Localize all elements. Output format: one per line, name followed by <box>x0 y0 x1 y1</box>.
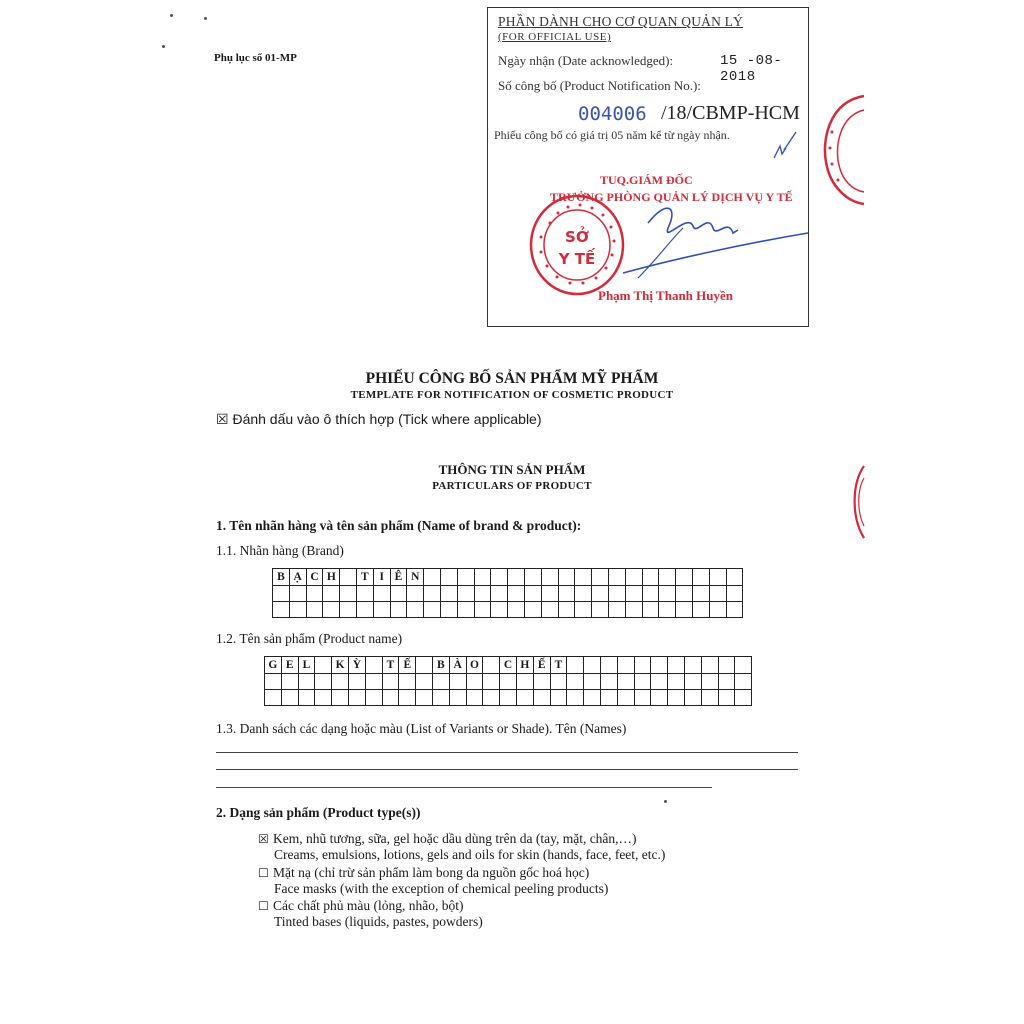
grid-cell[interactable]: E <box>281 657 298 674</box>
grid-cell[interactable] <box>567 674 584 690</box>
grid-cell[interactable] <box>424 569 441 586</box>
product-type-option[interactable] <box>257 898 483 930</box>
grid-cell[interactable] <box>625 586 642 602</box>
svg-text:Y TẾ: Y TẾ <box>558 250 596 268</box>
grid-cell[interactable] <box>457 569 474 586</box>
grid-cell[interactable] <box>558 569 575 586</box>
document-title-vi: PHIẾU CÔNG BỐ SẢN PHẨM MỸ PHẨM <box>365 370 659 387</box>
grid-cell[interactable] <box>340 586 357 602</box>
grid-cell[interactable] <box>659 569 676 586</box>
grid-cell[interactable] <box>735 674 752 690</box>
grid-cell[interactable] <box>676 569 693 586</box>
brand-grid <box>272 568 743 618</box>
grid-cell[interactable] <box>332 690 349 706</box>
grid-cell[interactable] <box>315 674 332 690</box>
grid-cell[interactable] <box>281 690 298 706</box>
product-name-label: 1.2. Tên sản phẩm (Product name) <box>216 631 403 646</box>
grid-cell[interactable] <box>651 690 668 706</box>
grid-cell[interactable] <box>668 690 685 706</box>
official-title-vi: PHẦN DÀNH CHO CƠ QUAN QUẢN LÝ <box>498 14 744 29</box>
grid-cell[interactable] <box>483 690 500 706</box>
grid-cell[interactable] <box>449 674 466 690</box>
question-1-heading: 1. Tên nhãn hàng và tên sản phẩm (Name of brand & product): <box>216 518 582 533</box>
grid-cell[interactable] <box>416 674 433 690</box>
option-text-en: Face masks (with the exception of chemical peeling products) <box>274 881 609 896</box>
grid-cell[interactable] <box>584 674 601 690</box>
option-text-vi: Mặt nạ (chỉ trừ sản phẩm làm bong da nguồn gốc hoá học) <box>273 865 590 880</box>
grid-cell[interactable] <box>701 690 718 706</box>
notification-no-label: Số công bố (Product Notification No.): <box>498 78 701 93</box>
grid-cell[interactable] <box>625 569 642 586</box>
grid-cell[interactable] <box>289 586 306 602</box>
grid-cell[interactable] <box>440 586 457 602</box>
grid-cell[interactable] <box>735 657 752 674</box>
grid-cell[interactable]: G <box>265 657 282 674</box>
grid-cell[interactable] <box>642 569 659 586</box>
grid-cell[interactable] <box>634 690 651 706</box>
product-type-option[interactable] <box>257 865 608 897</box>
grid-cell[interactable] <box>600 674 617 690</box>
document-title-en: TEMPLATE FOR NOTIFICATION OF COSMETIC PRODUCT <box>350 389 674 401</box>
grid-cell[interactable] <box>516 674 533 690</box>
checkbox-empty-icon[interactable]: ☐ <box>258 899 269 913</box>
grid-cell[interactable]: T <box>382 657 399 674</box>
grid-cell[interactable] <box>668 674 685 690</box>
variants-line <box>216 769 798 770</box>
checkbox-checked-icon[interactable]: ☒ <box>258 832 269 846</box>
grid-cell[interactable] <box>735 690 752 706</box>
grid-cell[interactable] <box>592 586 609 602</box>
grid-cell[interactable] <box>533 674 550 690</box>
grid-cell[interactable] <box>651 674 668 690</box>
option-text-en: Creams, emulsions, lotions, gels and oils for skin (hands, face, feet, etc.) <box>274 847 666 862</box>
grid-cell[interactable] <box>500 690 517 706</box>
grid-cell[interactable] <box>449 690 466 706</box>
tick-note <box>216 411 542 428</box>
grid-cell[interactable] <box>483 674 500 690</box>
grid-cell[interactable] <box>457 602 474 618</box>
grid-cell[interactable] <box>676 586 693 602</box>
grid-cell[interactable] <box>684 674 701 690</box>
grid-cell[interactable] <box>407 602 424 618</box>
grid-cell[interactable] <box>541 586 558 602</box>
checkbox-empty-icon[interactable]: ☐ <box>258 866 269 880</box>
grid-cell[interactable] <box>651 657 668 674</box>
grid-cell[interactable] <box>416 690 433 706</box>
product-name-grid <box>264 656 752 706</box>
validity-note: Phiếu công bố có giá trị 05 năm kể từ ngày nhận. <box>494 128 730 142</box>
grid-cell[interactable]: Ỳ <box>348 657 365 674</box>
grid-cell[interactable] <box>508 586 525 602</box>
grid-cell[interactable] <box>701 674 718 690</box>
grid-cell[interactable] <box>491 569 508 586</box>
grid-cell[interactable] <box>424 586 441 602</box>
grid-cell[interactable] <box>684 657 701 674</box>
grid-cell[interactable] <box>726 602 743 618</box>
grid-cell[interactable] <box>692 569 709 586</box>
grid-cell[interactable]: T <box>356 569 373 586</box>
grid-cell[interactable]: N <box>407 569 424 586</box>
grid-cell[interactable] <box>668 657 685 674</box>
signer-position: TRƯỞNG PHÒNG QUẢN LÝ DỊCH VỤ Y TẾ <box>550 190 793 204</box>
grid-cell[interactable] <box>550 690 567 706</box>
question-2-heading: 2. Dạng sản phẩm (Product type(s)) <box>216 805 421 820</box>
grid-cell[interactable] <box>315 690 332 706</box>
grid-cell[interactable] <box>474 569 491 586</box>
notification-no-suffix: /18/CBMP-HCM <box>661 102 800 124</box>
grid-cell[interactable] <box>407 586 424 602</box>
grid-cell[interactable] <box>265 674 282 690</box>
signature-icon <box>518 108 818 308</box>
grid-cell[interactable] <box>524 569 541 586</box>
grid-cell[interactable]: T <box>550 657 567 674</box>
grid-cell[interactable]: K <box>332 657 349 674</box>
grid-cell[interactable] <box>718 674 735 690</box>
grid-cell[interactable] <box>399 690 416 706</box>
grid-cell[interactable] <box>323 586 340 602</box>
grid-cell[interactable] <box>491 586 508 602</box>
grid-cell[interactable]: Ạ <box>289 569 306 586</box>
scan-dot <box>204 17 207 20</box>
grid-cell[interactable] <box>265 690 282 706</box>
official-use-box <box>487 7 809 327</box>
grid-cell[interactable] <box>348 690 365 706</box>
grid-cell[interactable] <box>524 602 541 618</box>
grid-cell[interactable] <box>558 586 575 602</box>
grid-cell[interactable] <box>718 690 735 706</box>
notification-no-number: 004006 <box>578 103 647 125</box>
grid-cell[interactable] <box>592 569 609 586</box>
grid-cell[interactable] <box>709 602 726 618</box>
variants-line <box>216 787 712 788</box>
grid-cell[interactable] <box>289 602 306 618</box>
grid-cell[interactable]: O <box>466 657 483 674</box>
grid-cell[interactable] <box>491 602 508 618</box>
grid-cell[interactable] <box>608 586 625 602</box>
grid-cell[interactable]: L <box>298 657 315 674</box>
grid-cell[interactable] <box>575 569 592 586</box>
grid-cell[interactable]: B <box>273 569 290 586</box>
grid-cell[interactable] <box>440 569 457 586</box>
grid-cell[interactable] <box>718 657 735 674</box>
grid-cell[interactable] <box>625 602 642 618</box>
grid-cell[interactable] <box>365 657 382 674</box>
grid-cell[interactable] <box>306 602 323 618</box>
grid-cell[interactable]: C <box>306 569 323 586</box>
grid-cell[interactable] <box>373 602 390 618</box>
grid-cell[interactable] <box>298 690 315 706</box>
grid-cell[interactable] <box>575 586 592 602</box>
scan-dot <box>162 45 165 48</box>
grid-cell[interactable] <box>315 657 332 674</box>
grid-cell[interactable] <box>584 690 601 706</box>
grid-cell[interactable] <box>541 569 558 586</box>
grid-cell[interactable] <box>390 602 407 618</box>
grid-cell[interactable] <box>382 690 399 706</box>
grid-cell[interactable] <box>617 674 634 690</box>
grid-cell[interactable] <box>466 674 483 690</box>
grid-cell[interactable] <box>617 657 634 674</box>
grid-cell[interactable] <box>600 657 617 674</box>
grid-cell[interactable] <box>424 602 441 618</box>
grid-cell[interactable]: À <box>449 657 466 674</box>
grid-cell[interactable]: Ê <box>390 569 407 586</box>
grid-cell[interactable] <box>558 602 575 618</box>
grid-cell[interactable] <box>524 586 541 602</box>
grid-cell[interactable] <box>340 602 357 618</box>
grid-cell[interactable] <box>676 602 693 618</box>
grid-cell[interactable] <box>483 657 500 674</box>
variants-line <box>216 752 798 753</box>
grid-cell[interactable]: C <box>500 657 517 674</box>
grid-cell[interactable] <box>541 602 558 618</box>
grid-cell[interactable] <box>726 586 743 602</box>
grid-cell[interactable] <box>634 674 651 690</box>
grid-cell[interactable] <box>684 690 701 706</box>
grid-cell[interactable] <box>365 674 382 690</box>
grid-cell[interactable] <box>281 674 298 690</box>
grid-cell[interactable]: B <box>432 657 449 674</box>
grid-cell[interactable] <box>726 569 743 586</box>
section-title-en: PARTICULARS OF PRODUCT <box>432 480 592 492</box>
grid-cell[interactable] <box>659 586 676 602</box>
date-acknowledged-value: 15 -08- 2018 <box>720 53 783 85</box>
grid-cell[interactable] <box>500 674 517 690</box>
grid-cell[interactable] <box>600 690 617 706</box>
option-text-en: Tinted bases (liquids, pastes, powders) <box>274 914 483 929</box>
grid-cell[interactable] <box>508 602 525 618</box>
grid-cell[interactable]: H <box>516 657 533 674</box>
edge-stamp-icon <box>818 92 866 208</box>
grid-cell[interactable] <box>516 690 533 706</box>
grid-cell[interactable]: Ế <box>533 657 550 674</box>
annex-label: Phụ lục số 01-MP <box>214 52 297 64</box>
grid-cell[interactable] <box>273 586 290 602</box>
grid-cell[interactable] <box>457 586 474 602</box>
grid-cell[interactable] <box>659 602 676 618</box>
grid-cell[interactable] <box>382 674 399 690</box>
grid-cell[interactable]: Ế <box>399 657 416 674</box>
grid-cell[interactable] <box>533 690 550 706</box>
grid-cell[interactable] <box>692 586 709 602</box>
grid-cell[interactable] <box>634 657 651 674</box>
checked-box-icon: ☒ <box>216 411 229 427</box>
grid-cell[interactable] <box>709 586 726 602</box>
grid-cell[interactable] <box>474 586 491 602</box>
tick-note-text: Đánh dấu vào ô thích hợp (Tick where applicable) <box>232 411 542 427</box>
grid-cell[interactable] <box>608 569 625 586</box>
svg-text:SỞ: SỞ <box>565 228 589 246</box>
scan-dot <box>170 14 173 17</box>
grid-cell[interactable] <box>584 657 601 674</box>
option-text-vi: Kem, nhũ tương, sữa, gel hoặc dầu dùng trên da (tay, mặt, chân,…) <box>273 831 637 846</box>
date-acknowledged-label: Ngày nhận (Date acknowledged): <box>498 53 674 68</box>
grid-cell[interactable]: I <box>373 569 390 586</box>
grid-cell[interactable] <box>642 602 659 618</box>
grid-cell[interactable] <box>466 690 483 706</box>
grid-cell[interactable] <box>567 690 584 706</box>
signer-name: Phạm Thị Thanh Huyền <box>598 288 733 303</box>
grid-cell[interactable] <box>592 602 609 618</box>
grid-cell[interactable] <box>567 657 584 674</box>
grid-cell[interactable] <box>323 602 340 618</box>
grid-cell[interactable] <box>701 657 718 674</box>
official-title-en: (FOR OFFICIAL USE) <box>498 31 612 43</box>
grid-cell[interactable] <box>432 674 449 690</box>
scan-dot <box>664 800 667 803</box>
grid-cell[interactable] <box>508 569 525 586</box>
brand-label: 1.1. Nhãn hàng (Brand) <box>216 543 344 558</box>
grid-cell[interactable] <box>416 657 433 674</box>
grid-cell[interactable] <box>332 674 349 690</box>
grid-cell[interactable] <box>550 674 567 690</box>
grid-cell[interactable] <box>348 674 365 690</box>
grid-cell[interactable] <box>440 602 457 618</box>
grid-cell[interactable] <box>575 602 592 618</box>
signer-tuq: TUQ.GIÁM ĐỐC <box>600 173 693 187</box>
grid-cell[interactable] <box>306 586 323 602</box>
grid-cell[interactable] <box>709 569 726 586</box>
grid-cell[interactable] <box>273 602 290 618</box>
grid-cell[interactable] <box>399 674 416 690</box>
grid-cell[interactable] <box>298 674 315 690</box>
variants-label: 1.3. Danh sách các dạng hoặc màu (List of Variants or Shade). Tên (Names) <box>216 721 627 736</box>
product-type-option[interactable] <box>257 831 665 863</box>
grid-cell[interactable] <box>474 602 491 618</box>
section-title-vi: THÔNG TIN SẢN PHẨM <box>438 462 586 477</box>
grid-cell[interactable] <box>608 602 625 618</box>
grid-cell[interactable] <box>617 690 634 706</box>
option-text-vi: Các chất phủ màu (lỏng, nhão, bột) <box>273 898 464 913</box>
grid-cell[interactable] <box>340 569 357 586</box>
grid-cell[interactable] <box>356 586 373 602</box>
grid-cell[interactable] <box>373 586 390 602</box>
grid-cell[interactable] <box>365 690 382 706</box>
grid-cell[interactable] <box>390 586 407 602</box>
grid-cell[interactable] <box>356 602 373 618</box>
grid-cell[interactable] <box>432 690 449 706</box>
grid-cell[interactable] <box>692 602 709 618</box>
grid-cell[interactable]: H <box>323 569 340 586</box>
grid-cell[interactable] <box>642 586 659 602</box>
